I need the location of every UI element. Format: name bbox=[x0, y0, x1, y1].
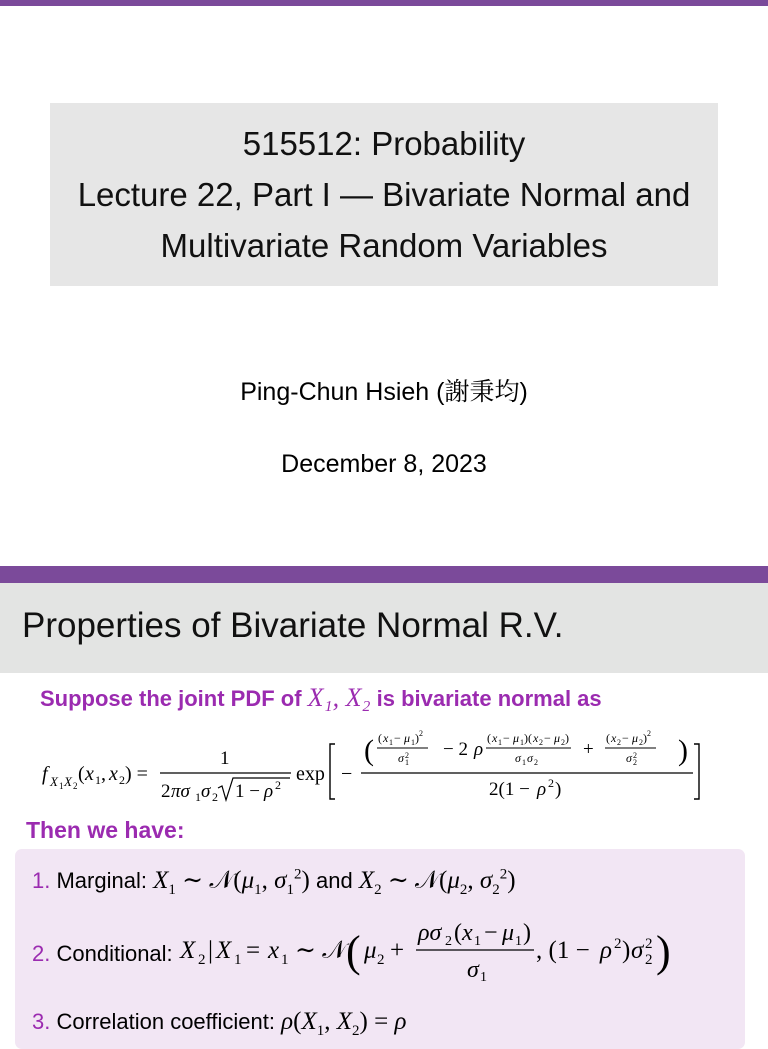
svg-text:1: 1 bbox=[522, 758, 526, 767]
svg-text:2: 2 bbox=[645, 952, 653, 968]
svg-text:1: 1 bbox=[389, 738, 393, 747]
svg-text:): ) bbox=[678, 734, 688, 767]
svg-text:μ: μ bbox=[513, 731, 520, 745]
svg-text:(: ( bbox=[346, 927, 361, 976]
svg-text:2: 2 bbox=[377, 952, 385, 968]
svg-text:σ: σ bbox=[398, 751, 404, 765]
svg-text:X: X bbox=[180, 937, 196, 964]
svg-text:2: 2 bbox=[419, 729, 423, 738]
svg-text:x: x bbox=[462, 920, 473, 946]
svg-text:): ) bbox=[523, 920, 531, 946]
svg-text:2: 2 bbox=[275, 778, 281, 792]
svg-text:σ: σ bbox=[467, 957, 479, 983]
svg-text:2: 2 bbox=[445, 934, 452, 949]
svg-text:exp: exp bbox=[296, 763, 325, 785]
svg-text:ρ: ρ bbox=[264, 781, 274, 802]
svg-text:(: ( bbox=[606, 731, 610, 745]
svg-text:−: − bbox=[622, 731, 629, 745]
svg-text:2: 2 bbox=[534, 758, 538, 767]
svg-text:(: ( bbox=[378, 731, 382, 745]
item-label: Conditional: bbox=[56, 941, 173, 966]
svg-text:x: x bbox=[109, 763, 118, 785]
svg-text:x: x bbox=[533, 731, 539, 745]
correlation-expression: $\rho(X_1$, $X_2) = \rho$ bbox=[281, 1008, 407, 1039]
svg-text:X: X bbox=[64, 774, 72, 789]
svg-text:σ: σ bbox=[631, 937, 644, 964]
svg-text:μ: μ bbox=[632, 731, 639, 745]
svg-text:(: ( bbox=[364, 734, 374, 767]
item-label: Marginal: bbox=[56, 868, 147, 893]
svg-text:πσ: πσ bbox=[171, 781, 190, 802]
svg-text:2: 2 bbox=[647, 729, 651, 738]
svg-text:−: − bbox=[394, 731, 401, 745]
svg-text:(: ( bbox=[78, 763, 85, 785]
svg-text:1: 1 bbox=[59, 781, 64, 791]
suppose-suffix: is bivariate normal as bbox=[376, 686, 602, 711]
svg-text:x: x bbox=[383, 731, 389, 745]
svg-text:x: x bbox=[492, 731, 498, 745]
svg-text:2: 2 bbox=[548, 776, 554, 790]
svg-text:1: 1 bbox=[195, 790, 201, 804]
svg-text:2: 2 bbox=[561, 738, 565, 747]
svg-text:)(: )( bbox=[524, 731, 532, 745]
svg-text:+: + bbox=[390, 937, 405, 964]
svg-text:σ: σ bbox=[626, 751, 632, 765]
svg-text:2: 2 bbox=[645, 936, 653, 952]
svg-text:=: = bbox=[246, 937, 261, 964]
svg-text:μ: μ bbox=[554, 731, 561, 745]
lecture-title-line-2: Multivariate Random Variables bbox=[160, 227, 608, 264]
svg-text:−: − bbox=[503, 731, 510, 745]
svg-text:): ) bbox=[643, 731, 647, 745]
svg-text:2: 2 bbox=[212, 790, 218, 804]
suppose-prefix: Suppose the joint PDF of bbox=[40, 686, 302, 711]
conditional-expression bbox=[178, 914, 748, 984]
svg-text:): ) bbox=[555, 779, 562, 800]
top-accent-bar bbox=[0, 0, 768, 6]
item-number: 3. bbox=[32, 1009, 51, 1034]
author-name: Ping-Chun Hsieh (謝秉均) bbox=[240, 378, 528, 406]
svg-text:ρσ: ρσ bbox=[418, 920, 442, 946]
svg-text:2: 2 bbox=[633, 758, 637, 767]
svg-text:∼ 𝒩: ∼ 𝒩 bbox=[295, 937, 347, 964]
bivariate-normal-pdf-formula bbox=[38, 722, 738, 812]
svg-text:): ) bbox=[656, 927, 671, 976]
svg-text:1: 1 bbox=[95, 773, 101, 787]
svg-text:ρ: ρ bbox=[474, 739, 484, 760]
then-we-have-label: Then we have: bbox=[26, 817, 185, 843]
svg-text:μ: μ bbox=[364, 937, 377, 964]
property-correlation bbox=[32, 1008, 406, 1040]
svg-text:(: ( bbox=[487, 731, 491, 745]
svg-text:X: X bbox=[50, 774, 58, 789]
property-marginal bbox=[32, 865, 516, 899]
svg-text:σ: σ bbox=[201, 781, 211, 802]
svg-text:2: 2 bbox=[198, 952, 206, 968]
svg-text:1: 1 bbox=[515, 934, 522, 949]
svg-text:): ) bbox=[622, 937, 631, 964]
svg-text:+: + bbox=[583, 739, 594, 760]
svg-text:2: 2 bbox=[633, 751, 637, 760]
svg-text:x: x bbox=[611, 731, 617, 745]
svg-text:μ: μ bbox=[502, 920, 515, 946]
svg-text:1: 1 bbox=[405, 758, 409, 767]
svg-text:2: 2 bbox=[161, 781, 171, 802]
slide-title: Properties of Bivariate Normal R.V. bbox=[22, 606, 564, 645]
svg-text:1: 1 bbox=[234, 952, 242, 968]
svg-text:x: x bbox=[85, 763, 94, 785]
svg-text:2: 2 bbox=[73, 781, 78, 791]
item-number: 2. bbox=[32, 941, 51, 966]
svg-text:ρ: ρ bbox=[600, 937, 612, 964]
suppose-statement bbox=[40, 683, 602, 713]
marginal-x1-expression: $X_1$ ∼ $𝒩(\mu_1$, $\sigma_1^2$) bbox=[153, 866, 310, 898]
suppose-variables: X₁, X₂ bbox=[307, 683, 371, 712]
svg-text:2: 2 bbox=[639, 738, 643, 747]
lecture-date: December 8, 2023 bbox=[281, 450, 487, 478]
slide-divider bbox=[0, 566, 768, 583]
svg-text:2(1 −: 2(1 − bbox=[489, 779, 530, 800]
svg-text:1: 1 bbox=[220, 748, 230, 769]
svg-text:X: X bbox=[216, 937, 232, 964]
svg-text:−: − bbox=[484, 920, 498, 946]
svg-text:): ) bbox=[565, 731, 569, 745]
svg-text:σ: σ bbox=[515, 751, 521, 765]
svg-text:1: 1 bbox=[480, 970, 487, 984]
property-conditional bbox=[32, 920, 671, 984]
svg-text:− 2: − 2 bbox=[443, 739, 468, 760]
svg-text:1: 1 bbox=[474, 934, 481, 949]
svg-text:) =: ) = bbox=[125, 763, 148, 785]
svg-text:2: 2 bbox=[405, 751, 409, 760]
svg-text:x: x bbox=[268, 937, 280, 964]
svg-text:2: 2 bbox=[614, 936, 622, 952]
svg-text:2: 2 bbox=[539, 738, 543, 747]
item-number: 1. bbox=[32, 868, 51, 893]
svg-text:μ: μ bbox=[404, 731, 411, 745]
svg-text:,: , bbox=[101, 763, 106, 785]
svg-text:1: 1 bbox=[411, 738, 415, 747]
svg-text:f: f bbox=[42, 763, 48, 785]
and-connector: and bbox=[315, 868, 353, 893]
svg-text:1: 1 bbox=[498, 738, 502, 747]
svg-text:|: | bbox=[208, 937, 214, 964]
svg-text:−: − bbox=[341, 763, 353, 785]
svg-text:, (1 −: , (1 − bbox=[536, 937, 590, 964]
svg-text:): ) bbox=[415, 731, 419, 745]
svg-text:ρ: ρ bbox=[537, 779, 547, 800]
svg-text:1 −: 1 − bbox=[235, 781, 260, 802]
course-title: 515512: Probability bbox=[242, 125, 526, 162]
svg-text:2: 2 bbox=[119, 773, 125, 787]
svg-text:σ: σ bbox=[527, 751, 533, 765]
lecture-title-line-1: Lecture 22, Part I — Bivariate Normal and bbox=[77, 176, 691, 213]
item-label: Correlation coefficient: bbox=[56, 1009, 275, 1034]
svg-text:2: 2 bbox=[617, 738, 621, 747]
svg-text:1: 1 bbox=[281, 952, 289, 968]
svg-text:−: − bbox=[544, 731, 551, 745]
title-box bbox=[50, 103, 718, 286]
svg-text:1: 1 bbox=[520, 738, 524, 747]
svg-text:(: ( bbox=[454, 920, 462, 946]
marginal-x2-expression: $X_2$ ∼ $𝒩(\mu_2$, $\sigma_2^2$) bbox=[358, 866, 516, 898]
